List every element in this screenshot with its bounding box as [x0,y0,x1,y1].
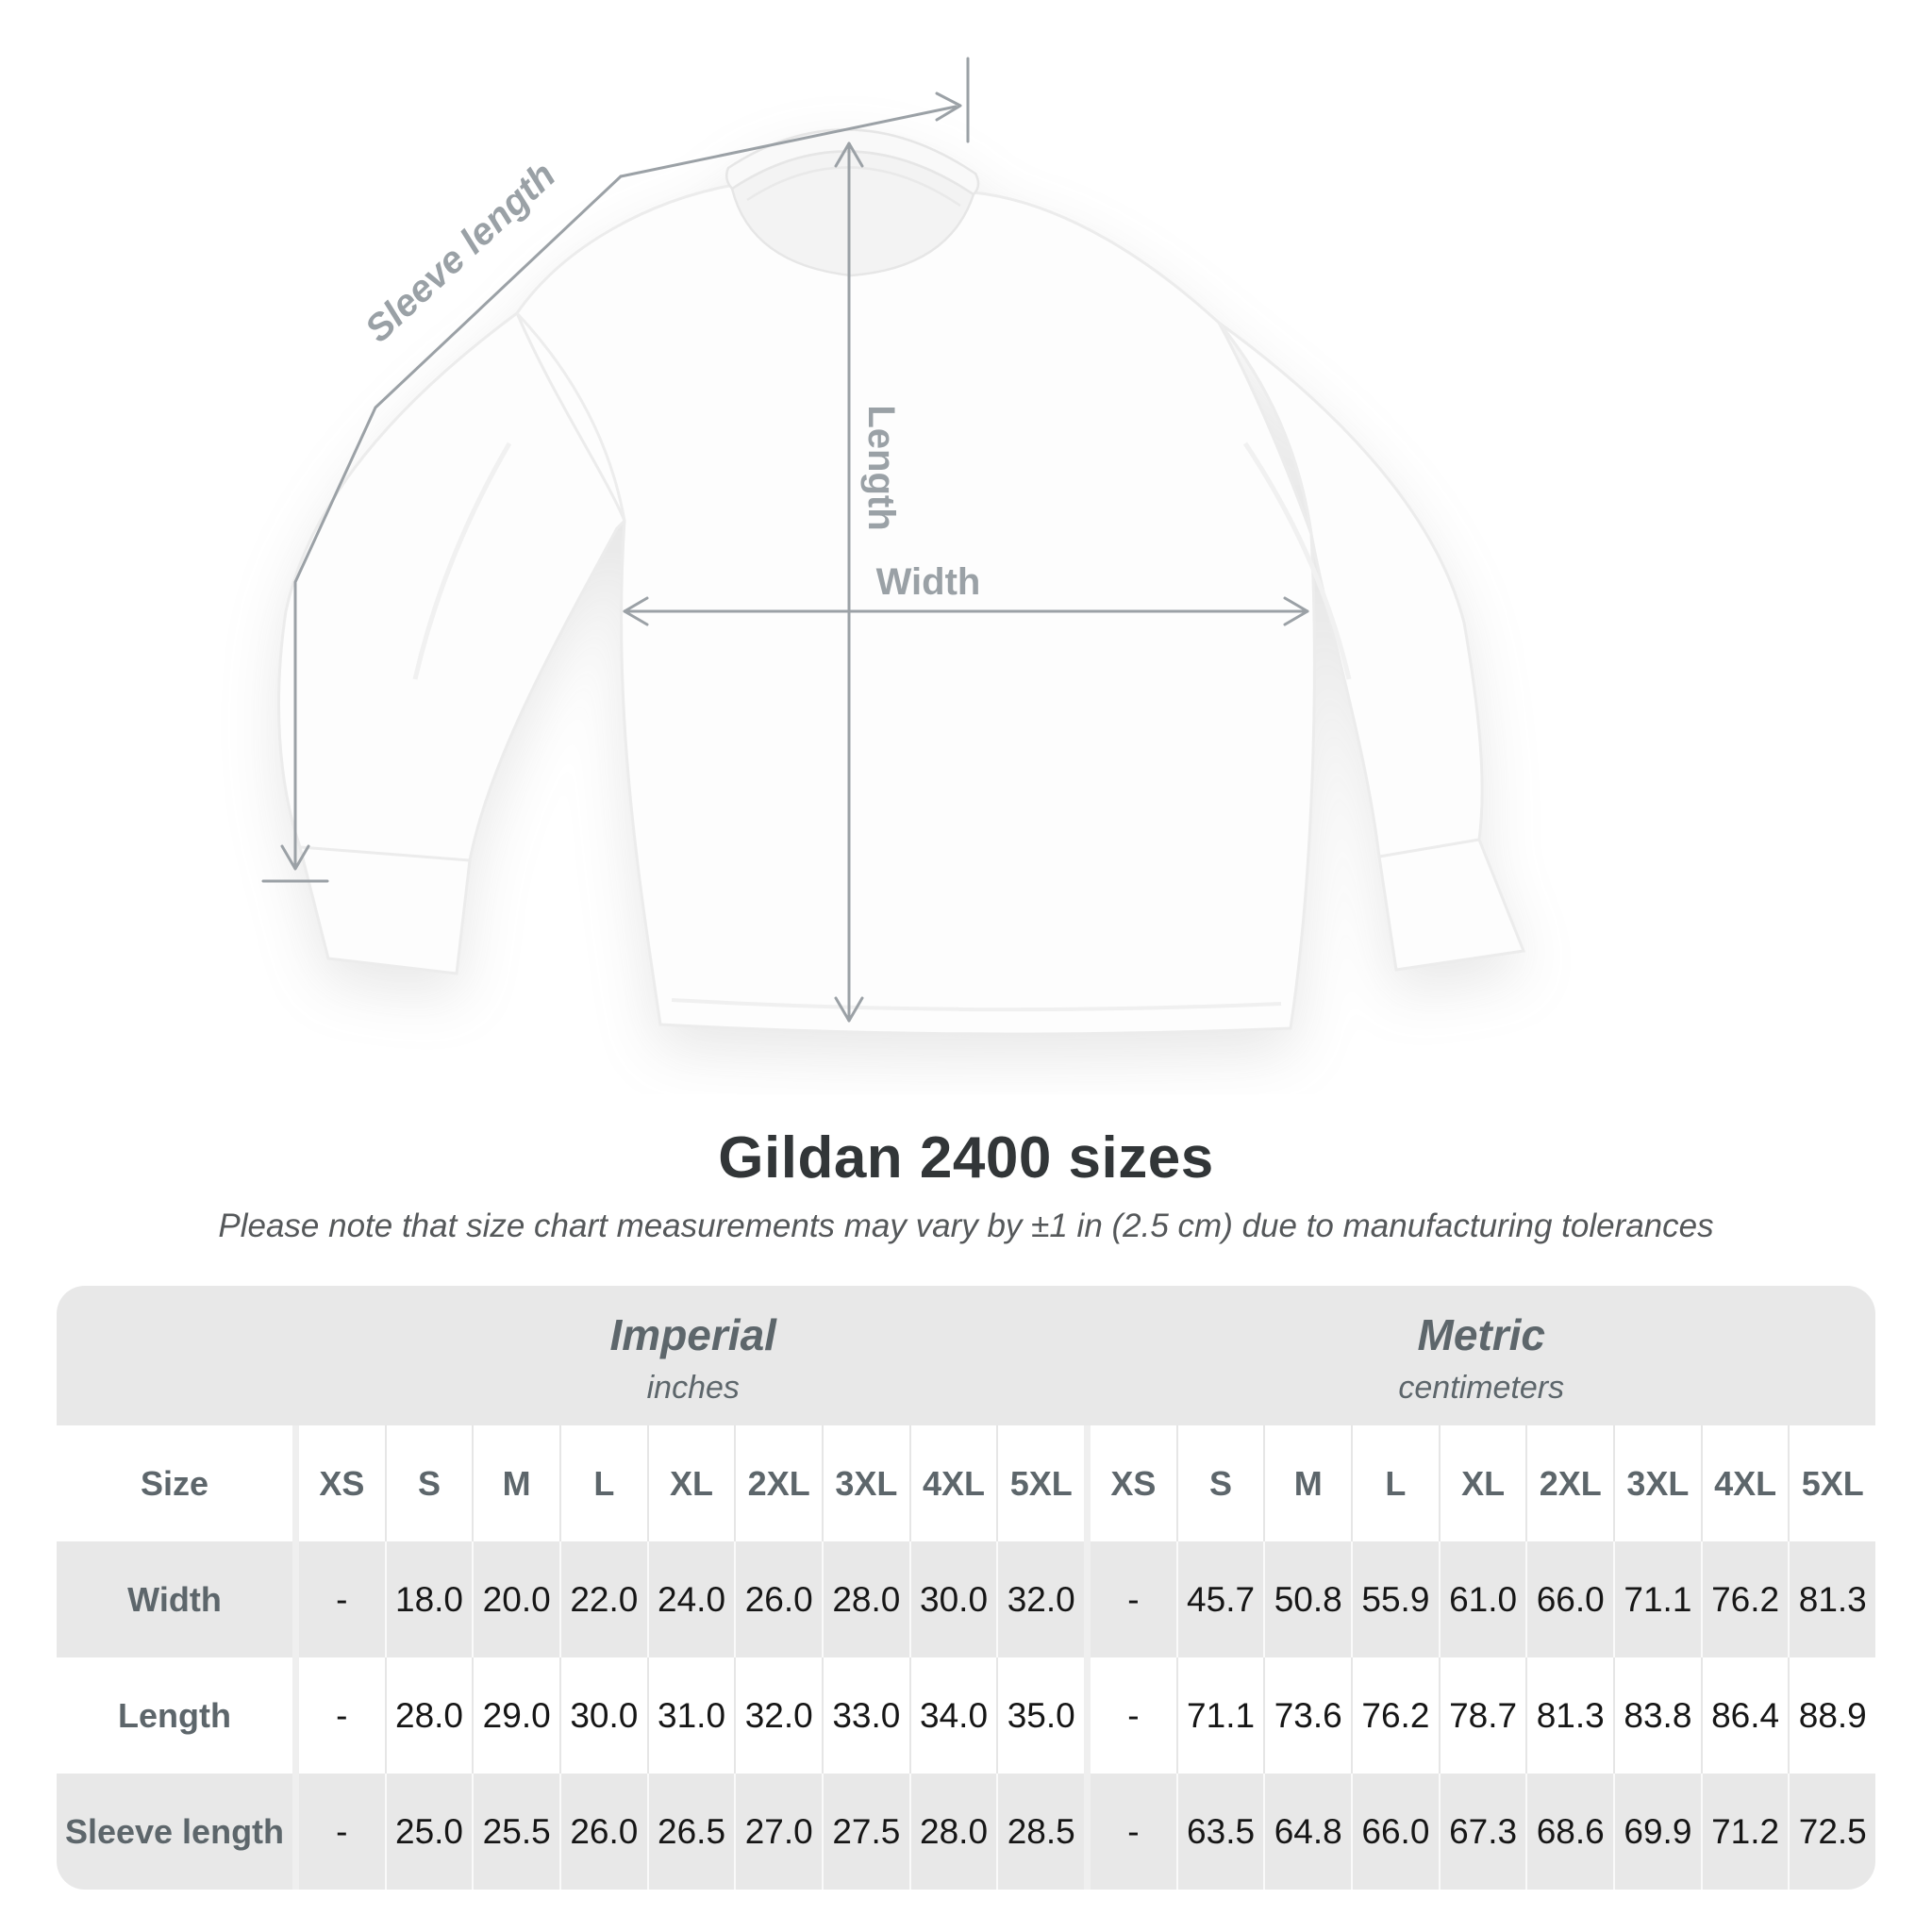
measurement-value-cell: 26.5 [647,1774,735,1890]
measurement-value-cell: 71.2 [1701,1774,1789,1890]
tolerance-note: Please note that size chart measurements may vary by ±1 in (2.5 cm) due to manufacturing tolerances [218,1208,1714,1244]
measurement-row [57,1541,1875,1657]
measurement-value-cell: - [292,1774,385,1890]
measurement-value-cell: 64.8 [1263,1774,1351,1890]
measurement-value-cell: - [292,1657,385,1774]
measurement-value-cell: 71.1 [1613,1541,1701,1657]
measurement-value-cell: 66.0 [1351,1774,1439,1890]
size-column-header: M [1263,1425,1351,1541]
size-column-header: M [472,1425,559,1541]
metric-header: Metric [1417,1309,1545,1359]
size-corner-label: Size [140,1463,209,1503]
measurement-row-label: Sleeve length [64,1811,285,1851]
measurement-value-cell: 32.0 [734,1657,822,1774]
measurement-value-cell: 28.0 [385,1657,473,1774]
size-column-header: L [559,1425,647,1541]
imperial-header-group [299,1286,1088,1425]
measurement-value-cell: 33.0 [822,1657,909,1774]
measurement-value-cell: 83.8 [1613,1657,1701,1774]
measurement-value-cell: 24.0 [647,1541,735,1657]
measurement-value-cell: 35.0 [996,1657,1084,1774]
sleeve-length-arrowhead-top [937,93,960,120]
measurement-value-cell: 28.5 [996,1774,1084,1890]
size-column-header: L [1351,1425,1439,1541]
measurement-value-cell: 68.6 [1525,1774,1613,1890]
width-label: Width [875,561,981,603]
measurement-value-cell: 25.0 [385,1774,473,1890]
measurement-value-cell: 45.7 [1176,1541,1264,1657]
size-column-header: XS [292,1425,385,1541]
measurement-value-cell: 30.0 [559,1657,647,1774]
measurement-value-cell: 72.5 [1788,1774,1875,1890]
measurement-value-cell: 86.4 [1701,1657,1789,1774]
measurement-value-cell: 27.0 [734,1774,822,1890]
measurement-row [57,1774,1875,1890]
size-chart-table [57,1286,1875,1890]
imperial-header: Imperial [609,1309,776,1359]
measurement-value-cell: 76.2 [1351,1657,1439,1774]
measurement-value-cell: - [292,1541,385,1657]
size-column-header: 5XL [1788,1425,1875,1541]
measurement-value-cell: 55.9 [1351,1541,1439,1657]
measurement-value-cell: 34.0 [909,1657,997,1774]
measurement-value-cell: 25.5 [472,1774,559,1890]
imperial-unit: inches [646,1369,740,1406]
measurement-row-label: Length [118,1695,231,1735]
size-column-header: S [385,1425,473,1541]
measurement-value-cell: 63.5 [1176,1774,1264,1890]
measurement-value-cell: 27.5 [822,1774,909,1890]
size-column-header: XL [1439,1425,1526,1541]
size-column-header: 2XL [1525,1425,1613,1541]
measurement-value-cell: 26.0 [734,1541,822,1657]
size-column-header: 5XL [996,1425,1084,1541]
measurement-value-cell: 32.0 [996,1541,1084,1657]
measurement-value-cell: 26.0 [559,1774,647,1890]
measurement-value-cell: 28.0 [909,1774,997,1890]
measurement-value-cell: 73.6 [1263,1657,1351,1774]
measurement-value-cell: 22.0 [559,1541,647,1657]
measurement-value-cell: 20.0 [472,1541,559,1657]
measurement-value-cell: 66.0 [1525,1541,1613,1657]
measurement-value-cell: 61.0 [1439,1541,1526,1657]
sleeve-length-label: Sleeve length [357,154,564,351]
unit-header-band [57,1286,1875,1425]
measurement-value-cell: 18.0 [385,1541,473,1657]
measurement-value-cell: 88.9 [1788,1657,1875,1774]
measurement-value-cell: 81.3 [1788,1541,1875,1657]
length-label: Length [860,405,902,531]
size-header-row [57,1425,1875,1541]
unit-band-spacer [57,1286,299,1425]
measurement-value-cell: 30.0 [909,1541,997,1657]
measurement-value-cell: 29.0 [472,1657,559,1774]
metric-unit: centimeters [1398,1369,1565,1406]
size-column-header: S [1176,1425,1264,1541]
measurement-value-cell: 50.8 [1263,1541,1351,1657]
size-column-header: 3XL [822,1425,909,1541]
size-column-header: XL [647,1425,735,1541]
measurement-row [57,1657,1875,1774]
measurement-value-cell: 71.1 [1176,1657,1264,1774]
metric-header-group [1088,1286,1876,1425]
measurement-value-cell: 69.9 [1613,1774,1701,1890]
size-column-header: XS [1084,1425,1176,1541]
measurement-value-cell: 28.0 [822,1541,909,1657]
measurement-value-cell: 31.0 [647,1657,735,1774]
measurement-value-cell: 67.3 [1439,1774,1526,1890]
measurement-value-cell: - [1084,1774,1176,1890]
measurement-value-cell: 81.3 [1525,1657,1613,1774]
size-column-header: 2XL [734,1425,822,1541]
measurement-value-cell: - [1084,1541,1176,1657]
measurement-value-cell: - [1084,1657,1176,1774]
size-column-header: 4XL [909,1425,997,1541]
measurement-value-cell: 78.7 [1439,1657,1526,1774]
measurement-row-label: Width [127,1579,222,1619]
size-column-header: 3XL [1613,1425,1701,1541]
size-column-header: 4XL [1701,1425,1789,1541]
measurement-value-cell: 76.2 [1701,1541,1789,1657]
page-title: Gildan 2400 sizes [718,1125,1214,1191]
